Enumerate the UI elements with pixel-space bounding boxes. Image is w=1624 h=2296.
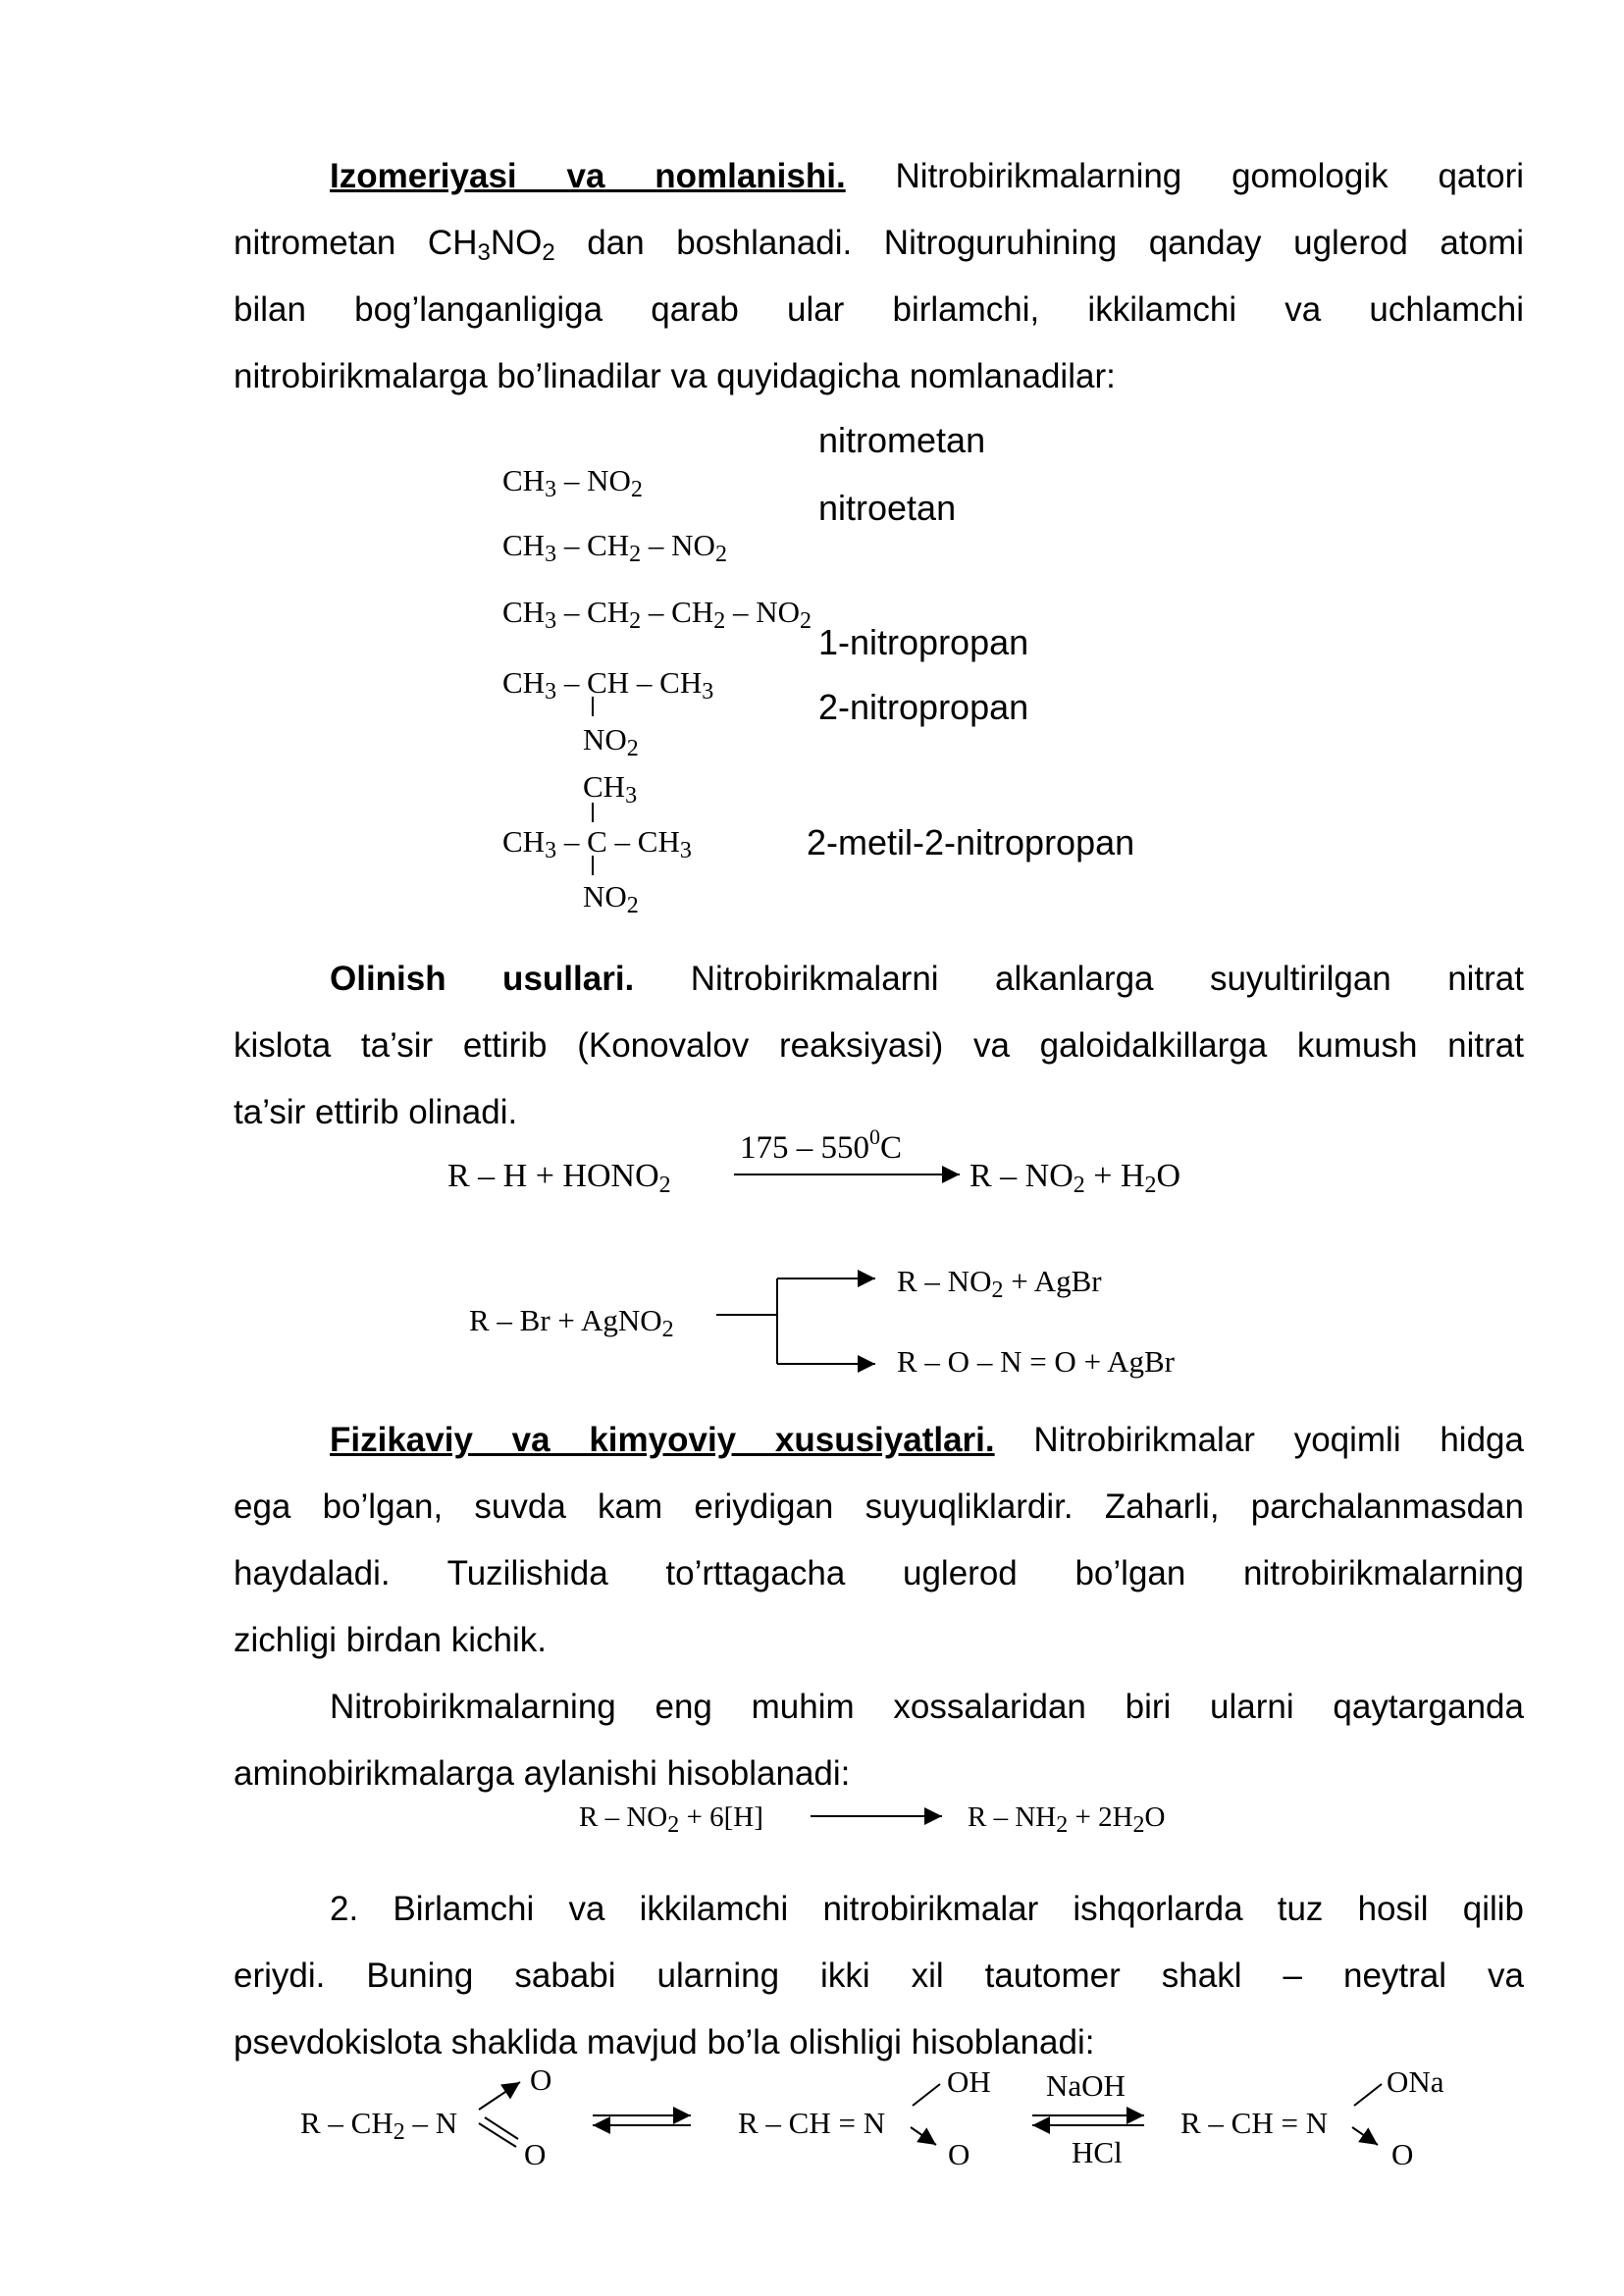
heading-properties: Fizikaviy va kimyoviy xususiyatlari. xyxy=(330,1421,995,1459)
formula-2-nitropropane-main: $CH_3$ – CH – $CH_3$ xyxy=(502,665,714,704)
condition-naoh: NaOH xyxy=(1046,2068,1126,2103)
name-nitroethane: nitroetan xyxy=(818,488,957,528)
formula-2m2np-top-ch3: $CH_3$ xyxy=(583,769,638,809)
reaction3-left: $R - NO_2 + 6[H]$ xyxy=(579,1801,763,1838)
heading-preparation: Olinish usullari. xyxy=(330,960,635,998)
equilibrium-arrow-2 xyxy=(1032,2115,1144,2125)
condition-hcl: HCl xyxy=(1072,2135,1123,2169)
reaction2-branch-arrows xyxy=(716,1278,875,1364)
name-2-methyl-2-nitropropane: 2-metil-2-nitropropan xyxy=(807,822,1135,862)
tautomer-nitro-o-bottom: O xyxy=(524,2137,547,2171)
tautomer-aci-form: R – CH = N xyxy=(738,2106,886,2140)
reaction2-top-product: R – $NO_2$ + AgBr xyxy=(897,1264,1102,1303)
paragraph-tautomerism: 2. Birlamchi va ikkilamchi nitrobirikmalar ishqorlarda tuz hosil qilib eriydi. Buning sababi ularning ikki xil tautomer shakl – neytral va psevdokislota shaklida mavjud bo’la olishligi hisoblanadi: xyxy=(234,1890,1524,2061)
reaction2-left: R – Br + AgNO$_2$ xyxy=(469,1303,674,1342)
paragraph-preparation: Olinish usullari. Nitrobirikmalarni alkanlarga suyultirilgan nitrat kislota ta’sir ettirib (Konovalov reaksiyasi) va galoidalkillarga kumush nitrat ta’sir ettirib olinadi. xyxy=(234,960,1524,1131)
tautomer-aci-oh: OH xyxy=(947,2064,991,2099)
tautomer-aci-o: O xyxy=(948,2137,970,2171)
formula-1-nitropropane: $CH_3 - CH_2 - CH_2 - NO_2$ xyxy=(502,595,812,634)
reaction3-right: $R - NH_2 + 2H_2O$ xyxy=(968,1801,1166,1838)
name-1-nitropropane: 1-nitropropan xyxy=(818,622,1029,662)
paragraph-isomerism: Izomeriyasi va nomlanishi. Nitrobirikmalarning gomologik qatori nitrometan $CH_3NO_2$ dan boshlanadi. Nitroguruhining qanday uglerod atomi bilan bog’langanligiga qarab ular birlamchi, ikkilamchi va uchlamchi nitrobirikmalarga bo’linadilar va quyidagicha nomlanadilar: xyxy=(234,157,1525,395)
name-nitromethane: nitrometan xyxy=(818,420,986,460)
heading-isomerism: Izomeriyasi va nomlanishi. xyxy=(330,157,846,195)
tautomer-salt-o: O xyxy=(1391,2137,1414,2171)
reaction1-left: $R - H + HONO_2$ xyxy=(447,1158,671,1198)
formula-nitromethane: $CH_3 - NO_2$ xyxy=(502,463,643,502)
tautomer-salt-ona: ONa xyxy=(1387,2064,1444,2099)
paragraph-properties: Fizikaviy va kimyoviy xususiyatlari. Nitrobirikmalar yoqimli hidga ega bo’lgan, suvda kam eriydigan suyuqliklardir. Zaharli, parchalanmasdan haydaladi. Tuzilishida to’rttagacha uglerod bo’lgan nitrobirikmalarning zichligi birdan kichik. xyxy=(234,1421,1524,1659)
paragraph-reduction: Nitrobirikmalarning eng muhim xossalaridan biri ularni qaytarganda aminobirikmalarga aylanishi hisoblanadi: xyxy=(234,1688,1524,1793)
formula-2m2np-main: $CH_3$ – C – $CH_3$ xyxy=(502,824,692,863)
formula-nitroethane: $CH_3 - CH_2 - NO_2$ xyxy=(502,528,727,567)
formula-2-nitropropane-no2: $NO_2$ xyxy=(583,722,639,761)
reaction1-condition: $175 - 550^0C$ xyxy=(740,1124,903,1166)
equilibrium-arrow-1 xyxy=(593,2115,691,2125)
formula-2m2np-no2: $NO_2$ xyxy=(583,879,639,918)
tautomer-nitro-form: R – $CH_2$ – N xyxy=(300,2106,458,2145)
tautomer-salt-form: R – CH = N xyxy=(1180,2106,1329,2140)
reaction2-bottom-product: R – O – N = O + AgBr xyxy=(897,1344,1175,1379)
reaction1-right: $R - NO_2 + H_2O$ xyxy=(969,1158,1181,1198)
tautomer-nitro-o-top: O xyxy=(530,2062,552,2097)
name-2-nitropropane: 2-nitropropan xyxy=(818,687,1029,727)
